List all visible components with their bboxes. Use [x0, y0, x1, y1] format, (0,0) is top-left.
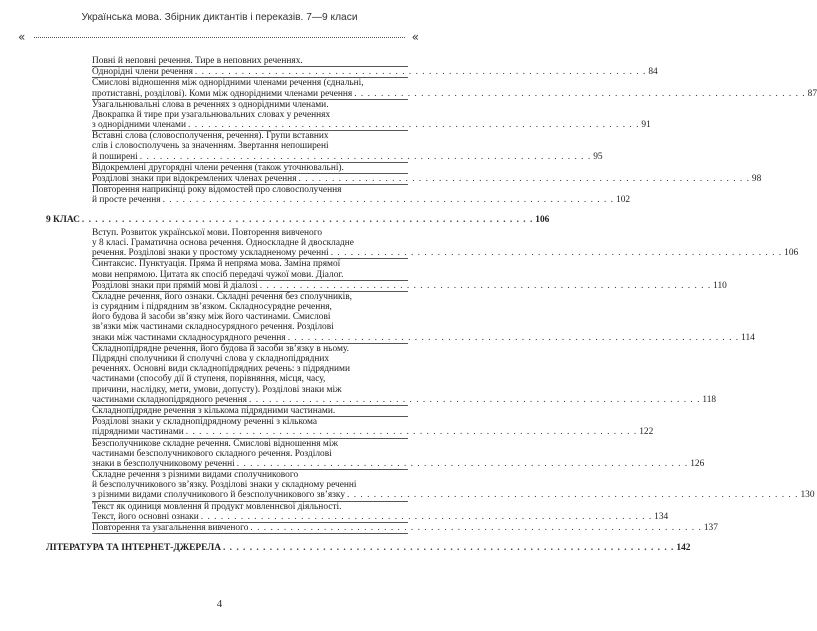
toc-section-heading	[46, 543, 691, 554]
toc-page-number: 126	[690, 458, 705, 469]
toc-entry-text: причини, наслідку, мети, умови, допусту). Розділові знаки між	[92, 384, 342, 395]
toc-entry-text: Вступ. Розвиток української мови. Повторення вивченого	[92, 227, 323, 238]
toc-entry-text: знаки в безсполучниковому реченні	[92, 458, 235, 469]
dot-leader: . . . . . . . . . . . . . . . . . . . . . . . . . . . . . . . . . . . . . . . . . . . . . . . . . . . . . . . . . . . . . . . . . . . .	[200, 511, 653, 522]
dot-leader: . . . . . . . . . . . . . . . . . . . . . . . . . . . . . . . . . . . . . . . . . . . . . . . . . . . . . . . . . . . . . . . . . . . .	[287, 332, 740, 343]
toc-entry-text: слів і словосполучень за значенням. Звертання непоширені	[92, 141, 329, 152]
toc-entry	[92, 56, 408, 67]
toc-entry-text: Підрядні сполучники й сполучні слова у складнопідрядних	[92, 354, 330, 365]
toc-entry-text: з однорідними членами	[92, 120, 187, 131]
toc-entry-text: Вставні слова (словосполучення, речення). Групи вставних	[92, 131, 329, 142]
toc-entry-text: й просте речення	[92, 195, 161, 206]
toc-entry-text: Смислові відношення між однорідними членами речення (єднальні,	[92, 78, 364, 89]
toc-page-number: 118	[702, 394, 717, 405]
dot-leader: . . . . . . . . . . . . . . . . . . . . . . . . . . . . . . . . . . . . . . . . . . . . . . . . . . . . . . . . . . . . . . . . . . . .	[162, 195, 614, 206]
dot-leader: . . . . . . . . . . . . . . . . . . . . . . . . . . . . . . . . . . . . . . . . . . . . . . . . . . . . . . . . . . . . . . . . . . . .	[185, 427, 638, 438]
toc-entry-text: Безсполучникове складне речення. Смислові відношення між	[92, 438, 338, 449]
page-number: 4	[216, 598, 223, 610]
toc-page-number: 102	[616, 195, 631, 206]
toc-entry-text: Двокрапка й тире при узагальнювальних словах у реченнях	[92, 109, 331, 120]
toc-page-number: 110	[713, 280, 727, 291]
dot-leader: . . . . . . . . . . . . . . . . . . . . . . . . . . . . . . . . . . . . . . . . . . . . . . . . . . . . . . . . . . . . . . . . . . . .	[188, 120, 640, 131]
header-ornament-right: «	[411, 30, 419, 44]
toc-page-number: 114	[741, 332, 755, 343]
header-ornament-left: «	[18, 30, 26, 44]
toc-entry-text: Повні й неповні речення. Тире в неповних реченнях.	[92, 55, 303, 66]
toc-page-number: 98	[751, 174, 762, 185]
table-of-contents	[46, 55, 817, 554]
toc-entry	[92, 343, 717, 406]
toc-entry-text: Розділові знаки у складнопідрядному реченні з кількома	[92, 417, 318, 428]
toc-page-number: 106	[535, 214, 550, 225]
toc-entry	[92, 185, 631, 206]
toc-entry	[92, 291, 755, 344]
toc-entry	[92, 227, 799, 260]
dot-leader: . . . . . . . . . . . . . . . . . . . . . . . . . . . . . . . . . . . . . . . . . . . . . . . . . . . . . . . . . . . . . . . . . . . .	[354, 88, 806, 99]
toc-entry-text: й безсполучникового зв’язку. Розділові знаки у складному реченні	[92, 480, 357, 491]
toc-entry-text: Однорідні члени речення	[92, 67, 193, 78]
toc-page-number: 137	[703, 523, 718, 534]
toc-entry	[92, 438, 705, 471]
toc-entry-text: Розділові знаки при прямій мові й діалозі	[92, 280, 258, 291]
dot-leader: . . . . . . . . . . . . . . . . . . . . . . . . . . . . . . . . . . . . . . . . . . . . . . . . . . . . . . . . . . . . . . . . . . . .	[347, 490, 799, 501]
toc-entry	[92, 131, 603, 163]
toc-entry-text: Текст, його основні ознаки	[92, 511, 199, 522]
toc-entry	[92, 280, 727, 292]
toc-entry-text: Повторення наприкінці року відомостей про словосполучення	[92, 185, 342, 196]
book-title: Українська мова. Збірник диктантів і переказів. 7—9 класи	[81, 12, 358, 23]
toc-page-number: 122	[639, 427, 654, 438]
toc-entry	[92, 259, 408, 280]
header-divider	[34, 37, 405, 38]
toc-entry	[92, 470, 815, 502]
dot-leader: . . . . . . . . . . . . . . . . . . . . . . . . . . . . . . . . . . . . . . . . . . . . . . . . . . . . . . . . . . . . . . . . . . . .	[194, 67, 647, 78]
toc-entry-text: реченнях. Основні види складнопідрядних речень: з підрядними	[92, 364, 350, 375]
toc-entry-text: знаки між частинами складносурядного речення	[92, 332, 286, 343]
toc-entry	[92, 67, 658, 78]
toc-entry	[92, 109, 651, 131]
toc-entry-text: Складнопідрядне речення з кількома підрядними частинами.	[92, 405, 336, 416]
toc-entry-text: мови непрямою. Цитата як спосіб передачі чужої мови. Діалог.	[92, 269, 344, 280]
toc-entry-text: у 8 класі. Граматична основа речення. Односкладне й двоскладне	[92, 237, 354, 248]
toc-entry-text: 9 КЛАС	[46, 214, 80, 225]
toc-entry-text: Повторення та узагальнення вивченого	[92, 523, 249, 534]
toc-entry	[92, 501, 669, 523]
toc-entry-text: Складне речення з різними видами сполучникового	[92, 470, 299, 481]
dot-leader: . . . . . . . . . . . . . . . . . . . . . . . . . . . . . . . . . . . . . . . . . . . . . . . . . . . . . . . . . . . . . . . . . . . .	[236, 458, 689, 469]
toc-entry-text: речення. Розділові знаки у простому ускладненому реченні	[92, 248, 329, 259]
toc-entry-text: Складне речення, його ознаки. Складні речення без сполучників,	[92, 291, 352, 302]
toc-entry	[92, 100, 408, 110]
toc-entry	[92, 78, 817, 99]
toc-entry-text: його будова й засоби зв’язку між його частинами. Смислові	[92, 312, 331, 323]
toc-page-number: 142	[676, 543, 691, 554]
toc-entry	[92, 163, 408, 174]
toc-entry-text: зв’язки між частинами складносурядного речення. Розділові	[92, 322, 334, 333]
toc-entry	[92, 174, 762, 185]
dot-leader: . . . . . . . . . . . . . . . . . . . . . . . . . . . . . . . . . . . . . . . . . . . . . . . . . . . . . . . . . . . . . . . . . . . .	[250, 523, 702, 534]
toc-page-number: 91	[641, 120, 651, 131]
toc-entry-text: Відокремлені другорядні члени речення (також уточнювальні).	[92, 162, 344, 173]
dot-leader: . . . . . . . . . . . . . . . . . . . . . . . . . . . . . . . . . . . . . . . . . . . . . . . . . . . . . . . . . . . . . . . . . . . .	[298, 174, 750, 185]
dot-leader: . . . . . . . . . . . . . . . . . . . . . . . . . . . . . . . . . . . . . . . . . . . . . . . . . . . . . . . . . . . . . . . . . . . .	[222, 543, 675, 554]
dot-leader: . . . . . . . . . . . . . . . . . . . . . . . . . . . . . . . . . . . . . . . . . . . . . . . . . . . . . . . . . . . . . . . . . . . .	[259, 280, 712, 291]
toc-page-number: 106	[784, 248, 799, 259]
toc-entry-text: ЛІТЕРАТУРА ТА ІНТЕРНЕТ-ДЖЕРЕЛА	[46, 543, 221, 554]
toc-entry-text: підрядними частинами	[92, 427, 184, 438]
toc-page-number: 84	[648, 67, 658, 78]
toc-page-number: 134	[654, 511, 669, 522]
dot-leader: . . . . . . . . . . . . . . . . . . . . . . . . . . . . . . . . . . . . . . . . . . . . . . . . . . . . . . . . . . . . . . . . . . . .	[249, 394, 701, 405]
toc-entry-text: частинами (способу дії й ступеня, порівняння, місця, часу,	[92, 374, 326, 385]
toc-entry-text: протиставні, розділові). Коми між однорідними членами речення	[92, 88, 353, 99]
dot-leader: . . . . . . . . . . . . . . . . . . . . . . . . . . . . . . . . . . . . . . . . . . . . . . . . . . . . . . . . . . . . . . . . . . . .	[81, 214, 534, 225]
toc-entry-text: Складнопідрядне речення, його будова й засоби зв’язку в ньому.	[92, 343, 349, 354]
toc-entry-text: Синтаксис. Пунктуація. Пряма й непряма мова. Заміна прямої	[92, 259, 341, 270]
toc-entry-text: Розділові знаки при відокремлених членах речення	[92, 174, 297, 185]
toc-entry-text: з різними видами сполучникового й безсполучникового зв’язку	[92, 490, 346, 501]
toc-entry-text: й поширені	[92, 151, 138, 162]
toc-entry-text: Узагальнювальні слова в реченнях з однорідними членами.	[92, 99, 329, 110]
toc-entry-text: частинами складнопідрядного речення	[92, 394, 247, 405]
toc-page-number: 130	[800, 490, 815, 501]
toc-entry	[92, 406, 408, 417]
toc-entry-text: Текст як одиниця мовлення й продукт мовленнєвої діяльності.	[92, 501, 342, 512]
toc-entry-text: із сурядним і підрядним зв’язком. Складносурядне речення,	[92, 302, 332, 313]
toc-page-number: 87	[807, 88, 817, 99]
dot-leader: . . . . . . . . . . . . . . . . . . . . . . . . . . . . . . . . . . . . . . . . . . . . . . . . . . . . . . . . . . . . . . . . . . . .	[330, 248, 783, 259]
toc-entry	[92, 417, 654, 438]
page-header	[0, 0, 439, 52]
toc-section-heading	[46, 214, 550, 225]
toc-page-number: 95	[593, 151, 603, 162]
toc-entry-text: частинами безсполучникового складного речення. Розділові	[92, 448, 332, 459]
toc-entry	[92, 523, 718, 534]
dot-leader: . . . . . . . . . . . . . . . . . . . . . . . . . . . . . . . . . . . . . . . . . . . . . . . . . . . . . . . . . . . . . . . . . . . .	[139, 151, 592, 162]
